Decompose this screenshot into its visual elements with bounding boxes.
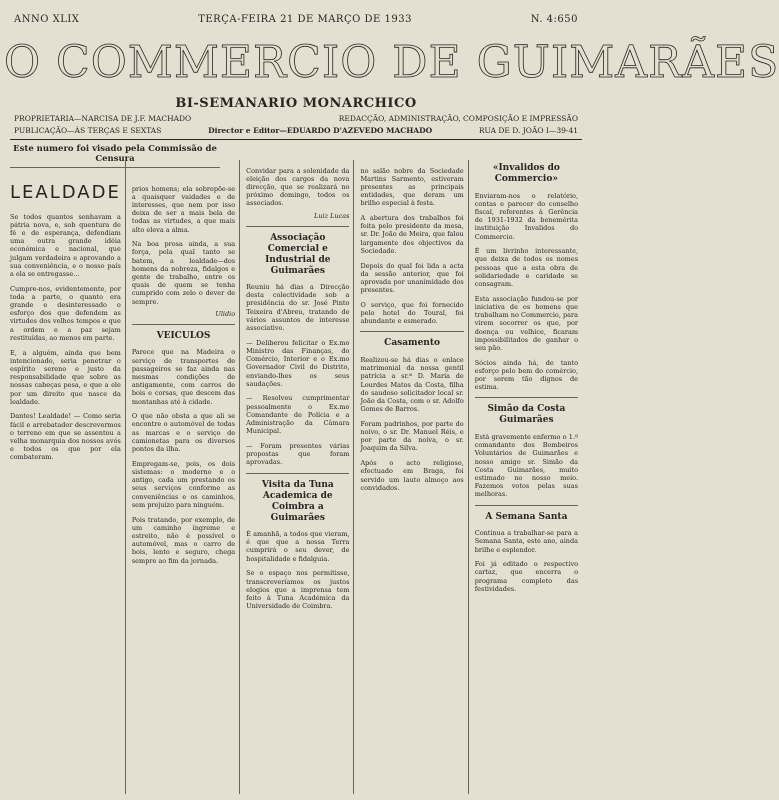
article-headline-invalidos: «Invalidos do Commercio» [492,163,560,184]
column-divider [246,473,349,474]
article-headline-tuna: Visita da Tuna Academica de Coimbra a Guimarães [261,479,334,523]
article-paragraph: E, a alguém, ainda que bem intencionado, seria penetrar o espírito sereno e justo da responsabilidade que sobre as nossas cabeças pesa, e que a ele por um direito que nasce da lealdade. [10,348,121,406]
year-label: ANNO XLIX [14,14,80,25]
article-paragraph: — Deliberou felicitar o Ex.mo Ministro das Finanças, do Comércio, Interior e o Ex.mo Governador Civil do Distrito, enviando-lhes os seus saudações. [246,338,350,388]
article-paragraph: Foram padrinhos, por parte do noivo, o sr. Dr. Manuel Réis, e por parte da noiva, o sr. Joaquim da Silva. [360,419,464,453]
article-paragraph: Pois tratando, por exemplo, de um caminho íngreme e estreito, não é possível o automóvel, mas o carro de bois, lento e seguro, chega sempre ao fim da jornada. [131,515,236,565]
article-paragraph: Dantes! Lealdade! — Como seria fácil e arrebatador descrevermos o terreno em que se assentou a velha monarquia dos nossos avós e todos os que por ela combateram. [10,412,121,462]
column-3 [246,160,354,794]
article-paragraph: Esta associação fundou-se por iniciativa de os homens que trabalham no Commercio, para virem socorrer os que, por doença ou velhice, ficaram impossibilitados de ganhar o seu pão. [474,294,579,352]
article-paragraph: — Foram presentes várias propostas que foram aprovadas. [246,441,350,467]
article-paragraph: — Resolveu cumprimentar pessoalmente o Ex.mo Comandante de Polícia e a Administração da Câmara Municipal. [246,394,350,436]
header-info-row-1 [14,114,578,124]
header-info-row-2 [14,126,578,136]
article-paragraph: no salão nobre da Sociedade Martins Sarmento, estiveram presentes as principais entidades, que deram um brilho especial à festa. [360,166,464,208]
column-divider [475,397,578,398]
article-signature: Ulidio [215,309,236,318]
article-paragraph: Realizou-se há dias o enlace matrimonial da nossa gentil patrícia a sr.ª D. Maria de Lourdes Matos da Costa, filha do saudoso solicitador local sr. João da Costa, com o sr. Adolfo Gomes de Barros. [360,355,464,414]
column-divider [132,324,235,325]
article-paragraph: É amanhã, a todos que vieram, é que que a nossa Terra cumprirá o seu dever, de hospitalidade e fidalguia. [246,530,350,563]
article-columns [10,160,582,794]
column-4 [360,160,468,794]
article-paragraph: Se todos quantos sonhavam a pátria nova, e, sob quentura de fé e de esperança, defendiam uma outra grande idéia económica e nacional, que julgam verdadeira e aprovando a sua conveniência, e o nosso país a ela se entregasse... [10,212,121,278]
masthead-subtitle: BI-SEMANARIO MONARCHICO [175,96,417,111]
article-paragraph: A abertura dos trabalhos foi feita pelo presidente da mesa, sr. Dr. João de Meira, que falou largamente dos objectivos da Sociedade. [360,214,464,255]
article-paragraph: Depois do qual foi lida a acta da sessão anterior, que foi aprovada por unanimidade dos presentes. [360,261,464,295]
column-5 [475,160,582,794]
article-paragraph: Sócios ainda há, de tanto esforço pelo bem do comércio, por serem tão dignos de estima. [474,358,579,392]
article-paragraph: Cumpre-nos, evidentemente, por toda a parte, o quanto era grande e desinteressado o esforço dos que defendem as virtudes dos velhos tempos e que a ordem e a paz sejam restituídas, ao menos em parte. [10,284,121,342]
address-label: RUA DE D. JOÃO I—39-41 [478,126,578,135]
article-paragraph: Está gravemente enfermo o 1.º comandante dos Bombeiros Voluntários de Guimarães e nosso amigo sr. Simão da Costa Guimarães, muito estimado no nosso meio. Fazemos votos pelas suas melhoras. [474,432,579,499]
article-headline-lealdade: LEALDADE [10,182,121,203]
article-paragraph: Empregam-se, pois, os dois sistemas: o moderno e o antigo, cada um prestando os seus serviços conforme as conveniências e os caminhos, sem prejuízo para ninguém. [131,459,236,509]
article-paragraph: Parece que na Madeira o serviço de transportes de passageiros se faz ainda nas mesmas condições de antigamente, com carros de bois e corsas, que descem das montanhas até à cidade. [131,348,236,406]
article-paragraph: Continua a trabalhar-se para a Semana Santa, este ano, ainda brilhe e esplendor. [474,529,579,554]
article-paragraph: Na boa prosa ainda, a sua força, pela qual tanto se batem, a lealdade—dos homens da nobreza, fidalgos e gente de trabalho, entre os quais de quem se tenha cumprido com zelo o dever de sempre. [131,240,236,306]
masthead-title: O COMMERCIO DE GUIMARÃES [4,37,779,88]
office-label: REDACÇÃO, ADMINISTRAÇÃO, COMPOSIÇÃO E IMPRESSÃO [338,114,578,123]
article-paragraph: prios homens; ela sobrepõe-se a quaisquer vaidades e de interesses, que nem por isso deixa de ser a mais bela de todas as virtudes, a que mais alto eleva a alma. [131,184,236,234]
article-paragraph: Se o espaço nos permitisse, transcreveríamos os justos elogios que a imprensa tem feito à Tuna Académica da Universidade de Coimbra. [246,569,350,611]
article-paragraph: É um livrinho interessante, que deixa de todos os nomes pessoas que a esta obra de solidariedade e caridade se consagram. [474,247,579,289]
header-top-row [14,14,578,28]
article-paragraph: Após o acto religioso, efectuado em Braga, foi servido um lauto almoço aos convidados. [360,459,464,492]
article-paragraph: Enviaram-nos o relatório, contas e parecer do conselho fiscal, referentes à Gerência de 1931-1932 da benemérita instituição Invalidos do Commercio. [474,191,579,241]
owner-label: PROPRIETARIA—NARCISA DE J.F. MACHADO [14,114,192,123]
header-rule [10,139,582,140]
article-headline-semana-santa: A Semana Santa [485,511,568,522]
article-headline-associacao: Associação Comercial e Industrial de Guimarães [265,232,331,276]
censor-note: Este numero foi visado pela Commissão de Censura [10,144,220,168]
column-2 [132,160,240,794]
article-paragraph: Foi já editado o respectivo cartaz, que encerra o programa completo das festividades. [474,560,579,593]
article-headline-simao: Simão da Costa Guimarães [487,404,566,426]
article-signature: Luiz Lucas [314,211,350,220]
article-paragraph: O que não obsta a que ali se encontre o automóvel de todas as marcas e o serviço de camionetas para os diversos pontos da ilha. [131,412,236,454]
column-divider [360,331,463,332]
article-paragraph: Convidar para a solenidade da eleição dos cargos da nova direcção, que se realizará no próximo domingo, todos os associados. [246,166,350,208]
issue-number: N. 4:650 [530,14,578,25]
article-paragraph: O serviço, que foi fornecido pelo hotel do Toural, foi abundante e esmerado. [360,300,464,326]
director-label: Director e Editor—EDUARDO D'AZEVEDO MACHADO [208,126,433,135]
column-divider [475,505,578,506]
column-divider [246,226,349,227]
article-headline-casamento: Casamento [384,338,441,349]
date-label: TERÇA-FEIRA 21 DE MARÇO DE 1933 [198,14,412,25]
article-paragraph: Reuniu há dias a Direcção desta colectividade sob a presidência do sr. José Pinto Teixeira d'Abreu, tratando de vários assuntos de interesse associativo. [246,283,350,333]
article-headline-veiculos: VEICULOS [156,330,211,341]
publication-label: PUBLICAÇÃO—ÀS TERÇAS E SEXTAS [14,126,162,135]
column-1 [10,160,126,794]
